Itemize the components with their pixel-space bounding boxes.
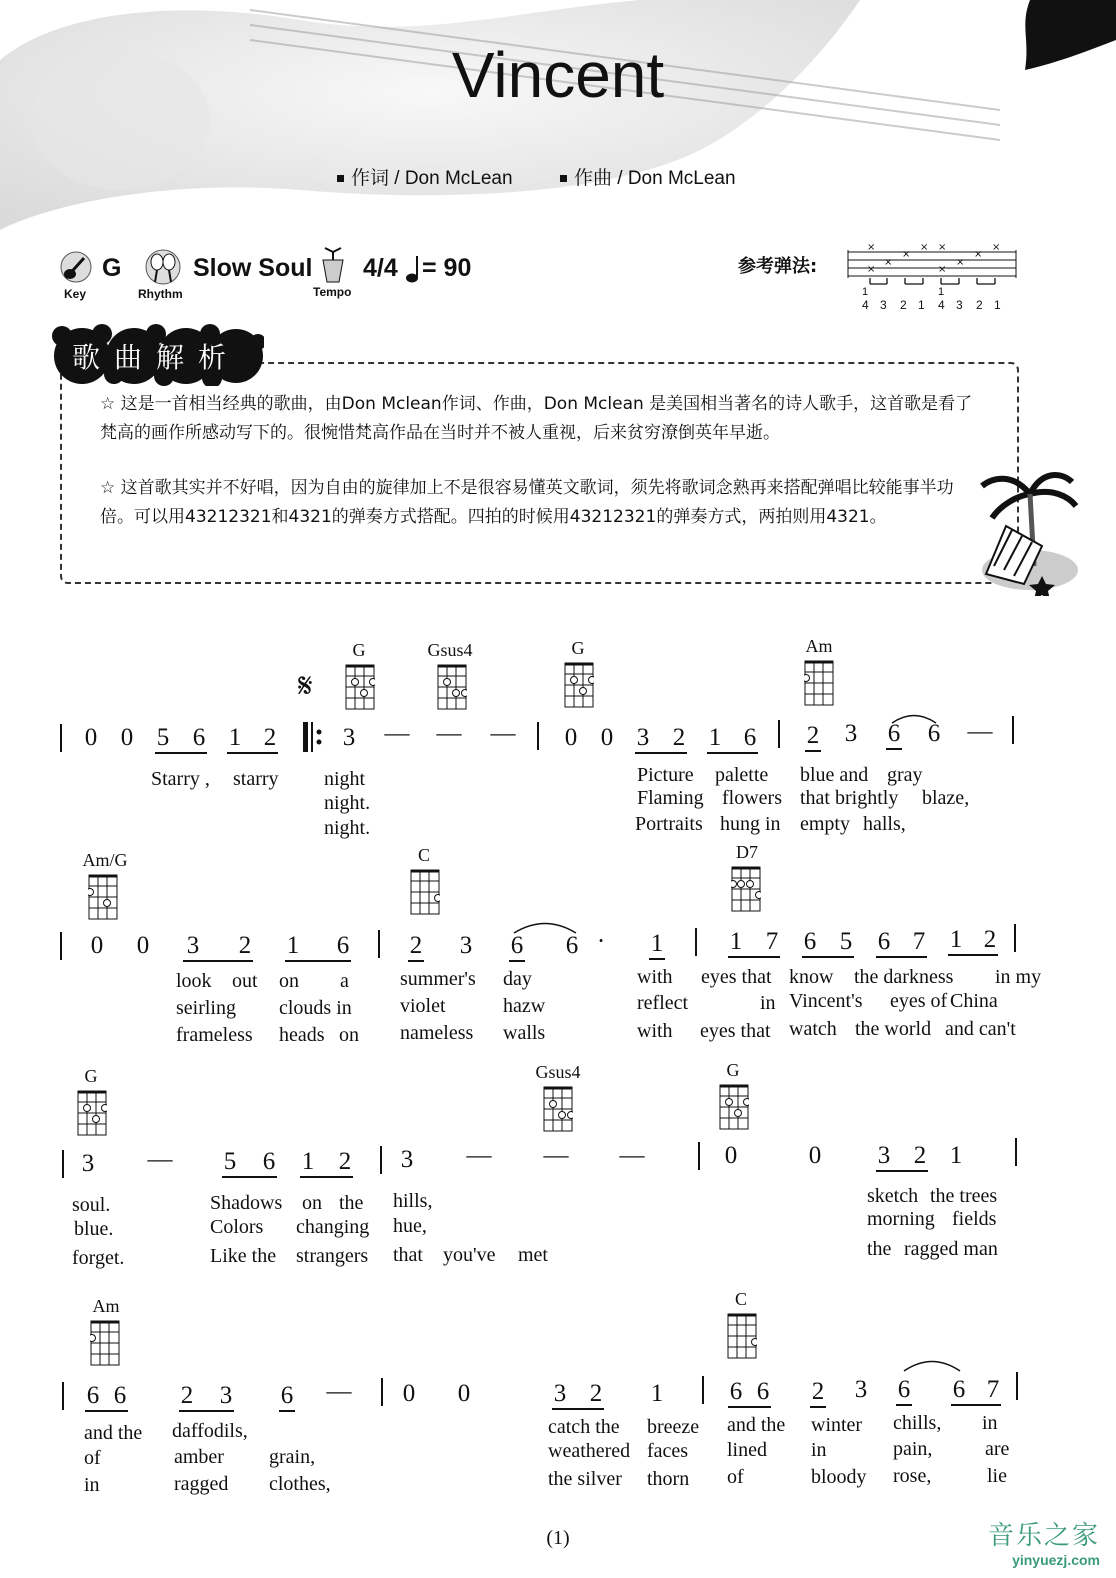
watermark-text: 音乐之家 <box>987 1521 1100 1551</box>
lyric: pain, <box>893 1438 933 1460</box>
analysis-paragraph-2: ☆ 这首歌其实并不好唱，因为自由的旋律加上不是很容易懂英文歌词，须先将歌词念熟再来搭配弹唱比较能事半功倍。可以用43212321和4321的弹奏方式搭配。四拍的时候用43212321的弹奏方式，两拍则用4321。 <box>100 478 954 527</box>
lyric: the <box>867 1238 892 1260</box>
eighth-underline <box>285 960 351 962</box>
lyric: winter <box>811 1414 863 1436</box>
lyric: reflect <box>637 992 689 1014</box>
lyric: Vincent's <box>789 990 863 1012</box>
lyric: clothes, <box>269 1473 331 1495</box>
lyric: blaze, <box>922 787 970 809</box>
svg-text:×: × <box>956 257 965 268</box>
rhythm-value: Slow Soul <box>193 254 313 282</box>
barline <box>60 724 62 752</box>
dot: · <box>596 928 606 955</box>
note: 0 <box>600 724 614 751</box>
lyric: breeze <box>647 1416 700 1438</box>
quarter-note-icon <box>406 254 420 284</box>
lyric: rose, <box>893 1465 932 1487</box>
note: 0 <box>457 1380 471 1407</box>
lyric: the <box>339 1192 364 1214</box>
lyric: soul. <box>72 1194 111 1216</box>
chord-name: D7 <box>736 842 758 862</box>
note: 6 <box>280 1382 294 1409</box>
eighth-underline <box>805 750 821 752</box>
eighth-underline <box>876 956 927 958</box>
note: 6 <box>729 1378 743 1405</box>
lyric: in my <box>995 966 1042 988</box>
lyric: hills, <box>393 1190 433 1212</box>
lyric: Shadows <box>210 1192 283 1214</box>
lyric: ragged man <box>904 1238 998 1260</box>
lyric: blue. <box>74 1218 114 1240</box>
note: 1 <box>729 928 743 955</box>
lyric: Colors <box>210 1216 264 1238</box>
tempo-bpm: = 90 <box>422 254 472 282</box>
key-label: Key <box>64 287 87 301</box>
lyric: starry <box>233 768 279 790</box>
lyric: grain, <box>269 1446 316 1468</box>
chord-name: Am/G <box>82 850 128 870</box>
lyric: clouds in <box>279 997 352 1019</box>
strum-number: 4 <box>862 298 869 312</box>
strum-label: 参考弹法: <box>738 256 818 277</box>
eighth-underline <box>896 1404 912 1406</box>
lyric: Flaming <box>637 787 704 809</box>
lyric: fields <box>952 1208 997 1230</box>
note: 3 <box>553 1380 567 1407</box>
note: 6 <box>743 724 757 751</box>
note: 6 <box>86 1382 100 1409</box>
lyric: know <box>789 966 834 988</box>
strum-number: 2 <box>976 298 983 312</box>
note: 1 <box>949 1142 963 1169</box>
lyric: hue, <box>393 1215 427 1237</box>
lyric: in <box>84 1474 100 1496</box>
watermark-url: yinyuezj.com <box>1012 1552 1100 1568</box>
barline <box>378 930 380 958</box>
lyric: that <box>393 1244 423 1266</box>
chord-diagram-am <box>90 1320 120 1366</box>
note: 3 <box>219 1382 233 1409</box>
lyric: met <box>518 1244 548 1266</box>
eighth-underline <box>279 1410 295 1412</box>
note: 3 <box>636 724 650 751</box>
note: 0 <box>84 724 98 751</box>
tie-arc <box>512 920 578 934</box>
note: 5 <box>223 1148 237 1175</box>
lyric: night. <box>324 792 371 814</box>
eighth-underline <box>876 1170 928 1172</box>
note: 0 <box>120 724 134 751</box>
note: 3 <box>400 1146 414 1173</box>
segno-sign: 𝄋 <box>298 666 313 706</box>
barline <box>1016 1372 1018 1400</box>
repeat-start-sign <box>303 722 327 752</box>
lyric: nameless <box>400 1022 474 1044</box>
note: 0 <box>808 1142 822 1169</box>
guitar-icon <box>60 250 92 284</box>
strum-number: 3 <box>880 298 887 312</box>
svg-text:×: × <box>902 249 911 260</box>
lyric: a <box>340 970 349 992</box>
chord-name: Am <box>92 1296 120 1316</box>
lyric: and the <box>84 1422 143 1444</box>
eighth-underline <box>948 954 998 956</box>
note: 6 <box>887 720 901 747</box>
lyric: empty <box>800 813 850 835</box>
svg-text:×: × <box>974 249 983 260</box>
eighth-underline <box>810 1406 826 1408</box>
lyric: eyes that <box>701 966 772 988</box>
note: 7 <box>912 928 926 955</box>
chord-name: C <box>734 1289 748 1309</box>
strum-number: 1 <box>862 286 869 298</box>
lyric: flowers <box>722 787 782 809</box>
song-title: Vincent <box>451 39 665 111</box>
composer-credit <box>560 163 736 190</box>
chord-diagram-c <box>727 1313 757 1359</box>
lyric: thorn <box>647 1468 690 1490</box>
note: 6 <box>756 1378 770 1405</box>
eighth-underline <box>183 960 253 962</box>
lyric: on <box>339 1024 359 1046</box>
eighth-underline <box>408 960 424 962</box>
note: 6 <box>897 1376 911 1403</box>
lyric: palette <box>715 764 769 786</box>
svg-text:×: × <box>938 242 947 253</box>
eighth-underline <box>300 1176 353 1178</box>
lyric: morning <box>867 1208 935 1230</box>
note: 3 <box>342 724 356 751</box>
lyricist-credit <box>337 163 513 190</box>
note: 3 <box>186 932 200 959</box>
eighth-underline <box>649 958 665 960</box>
lyric: with <box>637 966 673 988</box>
strum-pattern-diagram <box>846 242 1018 314</box>
note: 2 <box>409 932 423 959</box>
eighth-underline <box>85 1410 128 1412</box>
note: 0 <box>402 1380 416 1407</box>
note: 3 <box>854 1376 868 1403</box>
barline <box>1012 716 1014 744</box>
barline <box>1014 924 1016 952</box>
site-watermark <box>988 1515 1100 1568</box>
strum-number: 1 <box>938 286 945 298</box>
lyric: Like the <box>210 1245 277 1267</box>
tie-arc <box>890 712 938 724</box>
lyric: and the <box>727 1414 786 1436</box>
note: 6 <box>803 928 817 955</box>
dash: — <box>326 1378 352 1405</box>
note: 3 <box>877 1142 891 1169</box>
note: 3 <box>81 1150 95 1177</box>
lyric: of <box>84 1447 101 1469</box>
note: 5 <box>156 724 170 751</box>
lyric: the darkness <box>854 966 954 988</box>
lyric: eyes of <box>890 990 948 1012</box>
dash: — <box>384 720 410 747</box>
lyric: heads <box>279 1024 325 1046</box>
note: 6 <box>510 932 524 959</box>
dash: — <box>967 718 993 745</box>
lyricist-text: 作词 / Don McLean <box>351 168 513 189</box>
note: 1 <box>949 926 963 953</box>
lyric: gray <box>887 764 923 786</box>
lyric: in <box>760 992 776 1014</box>
note: 2 <box>180 1382 194 1409</box>
note: 7 <box>986 1376 1000 1403</box>
eighth-underline <box>179 1410 234 1412</box>
strum-number: 3 <box>956 298 963 312</box>
composer-text: 作曲 / Don McLean <box>574 168 736 189</box>
note: 3 <box>459 932 473 959</box>
eighth-underline <box>222 1176 277 1178</box>
lyric: halls, <box>863 813 906 835</box>
lyric: and can't <box>945 1018 1016 1040</box>
note: 6 <box>927 720 941 747</box>
lyric: on <box>279 970 299 992</box>
lyric: daffodils, <box>172 1420 248 1442</box>
tie-arc <box>902 1358 962 1372</box>
chord-diagram-g <box>77 1090 107 1136</box>
chord-diagram-c <box>410 869 440 915</box>
chord-diagram-am-g <box>88 874 118 920</box>
barline <box>62 1150 64 1178</box>
eighth-underline <box>802 956 854 958</box>
note: 7 <box>765 928 779 955</box>
page-number: (1) <box>546 1527 570 1549</box>
dash: — <box>436 720 462 747</box>
lyric: with <box>637 1020 673 1042</box>
note: 1 <box>708 724 722 751</box>
note: 2 <box>806 722 820 749</box>
barline <box>695 928 697 956</box>
note: 6 <box>192 724 206 751</box>
note: 2 <box>589 1380 603 1407</box>
barline <box>60 932 62 960</box>
barline <box>778 720 780 748</box>
chord-name: Gsus4 <box>535 1062 581 1082</box>
lyric: in <box>811 1439 827 1461</box>
note: 0 <box>564 724 578 751</box>
eighth-underline <box>552 1408 604 1410</box>
lyric: walls <box>503 1022 546 1044</box>
lyric: amber <box>174 1446 224 1468</box>
chord-name: G <box>84 1066 98 1086</box>
chord-diagram-d7 <box>731 866 761 912</box>
note: 1 <box>301 1148 315 1175</box>
note: 6 <box>262 1148 276 1175</box>
dash: — <box>147 1146 173 1173</box>
note: 1 <box>650 1380 664 1407</box>
chord-name: G <box>726 1060 740 1080</box>
note: 2 <box>811 1378 825 1405</box>
eighth-underline <box>728 956 780 958</box>
eighth-underline <box>227 752 278 754</box>
lyric: look <box>176 970 212 992</box>
barline <box>380 1146 382 1174</box>
barline <box>62 1382 64 1410</box>
maracas-icon <box>143 248 183 286</box>
lyric: out <box>232 970 258 992</box>
note: 6 <box>336 932 350 959</box>
svg-text:×: × <box>884 257 893 268</box>
barline <box>698 1142 700 1170</box>
chord-diagram-g <box>719 1084 749 1130</box>
tempo-value: 4/4 <box>363 254 398 282</box>
barline <box>537 722 539 750</box>
rhythm-label: Rhythm <box>138 287 183 301</box>
svg-text:×: × <box>920 242 929 253</box>
note: 0 <box>724 1142 738 1169</box>
note: 2 <box>238 932 252 959</box>
lyric: China <box>950 990 998 1012</box>
lyric: night <box>324 768 366 790</box>
barline <box>702 1376 704 1404</box>
lyric: the silver <box>548 1468 622 1490</box>
lyric: catch the <box>548 1416 620 1438</box>
chord-name: C <box>417 845 431 865</box>
lyric: Picture <box>637 764 694 786</box>
note: 1 <box>228 724 242 751</box>
note: 0 <box>90 932 104 959</box>
lyric: faces <box>647 1440 689 1462</box>
lyric: blue and <box>800 764 869 786</box>
chord-name: Am <box>805 636 833 656</box>
chord-name: Gsus4 <box>427 640 473 660</box>
key-value: G <box>102 254 122 282</box>
palm-drink-icon <box>313 246 353 286</box>
lyric: day <box>503 968 532 990</box>
lyric: Portraits <box>635 813 703 835</box>
note: 2 <box>983 926 997 953</box>
note: 2 <box>913 1142 927 1169</box>
lyric: ragged <box>174 1473 229 1495</box>
lyric: bloody <box>811 1466 867 1488</box>
tempo-label: Tempo <box>313 285 352 299</box>
chord-diagram-gsus4 <box>437 664 467 710</box>
lyric: the trees <box>930 1185 998 1207</box>
note: 6 <box>113 1382 127 1409</box>
dash: — <box>466 1142 492 1169</box>
lyric: are <box>985 1438 1010 1460</box>
lyric: strangers <box>296 1245 369 1267</box>
strum-number: 1 <box>918 298 925 312</box>
lyric: seirling <box>176 997 236 1019</box>
lyric: weathered <box>548 1440 631 1462</box>
beach-chair-palm-illustration <box>972 466 1080 596</box>
lyric: violet <box>400 995 446 1017</box>
eighth-underline <box>951 1404 1001 1406</box>
chord-diagram-g <box>564 662 594 708</box>
dash: — <box>543 1142 569 1169</box>
eighth-underline <box>728 1406 771 1408</box>
strum-number: 2 <box>900 298 907 312</box>
note: 6 <box>877 928 891 955</box>
lyric: frameless <box>176 1024 253 1046</box>
lyric: that brightly <box>800 787 899 809</box>
svg-text:×: × <box>938 264 947 275</box>
barline <box>381 1378 383 1406</box>
lyric: of <box>727 1466 744 1488</box>
chord-diagram-gsus4 <box>543 1086 573 1132</box>
lyric: chills, <box>893 1412 942 1434</box>
note: 2 <box>263 724 277 751</box>
eighth-underline <box>707 752 758 754</box>
lyric: sketch <box>867 1185 919 1207</box>
dash: — <box>490 720 516 747</box>
lyric: night. <box>324 817 371 839</box>
note: 5 <box>839 928 853 955</box>
lyric: the world <box>855 1018 932 1040</box>
chord-name: G <box>352 640 366 660</box>
lyric: lie <box>987 1465 1007 1487</box>
note: 3 <box>844 720 858 747</box>
chord-diagram-g <box>345 664 375 710</box>
eighth-underline <box>155 752 207 754</box>
note: 0 <box>136 932 150 959</box>
chord-diagram-am <box>804 660 834 706</box>
lyric: lined <box>727 1439 767 1461</box>
svg-text:×: × <box>992 242 1001 253</box>
note: 6 <box>952 1376 966 1403</box>
note: 1 <box>650 930 664 957</box>
analysis-heading: 歌曲解析 <box>72 341 241 374</box>
lyric: you've <box>443 1244 496 1266</box>
eighth-underline <box>509 960 525 962</box>
note: 1 <box>286 932 300 959</box>
lyric: changing <box>296 1216 370 1238</box>
lyric: watch <box>789 1018 837 1040</box>
lyric: forget. <box>72 1247 125 1269</box>
strum-number: 4 <box>938 298 945 312</box>
lyric: summer's <box>400 968 476 990</box>
lyric: hung in <box>720 813 781 835</box>
lyric: eyes that <box>700 1020 771 1042</box>
svg-text:×: × <box>867 242 876 253</box>
barline <box>1015 1138 1017 1166</box>
note: 2 <box>338 1148 352 1175</box>
dash: — <box>619 1142 645 1169</box>
chord-name: G <box>571 638 585 658</box>
lyric: on <box>302 1192 322 1214</box>
eighth-underline <box>635 752 687 754</box>
lyric: Starry , <box>151 768 210 790</box>
note: 6 <box>565 932 579 959</box>
analysis-paragraph-1: ☆ 这是一首相当经典的歌曲，由Don Mclean作词、作曲，Don Mclean 是美国相当著名的诗人歌手，这首歌是看了梵高的画作所感动写下的。很惋惜梵高作品在当时并不被人重视，后来贫穷潦倒英年早逝。 <box>100 394 973 443</box>
eighth-underline <box>886 748 902 750</box>
lyric: in <box>982 1412 998 1434</box>
strum-number: 1 <box>994 298 1001 312</box>
lyric: hazw <box>503 995 546 1017</box>
note: 2 <box>672 724 686 751</box>
svg-text:×: × <box>867 264 876 275</box>
